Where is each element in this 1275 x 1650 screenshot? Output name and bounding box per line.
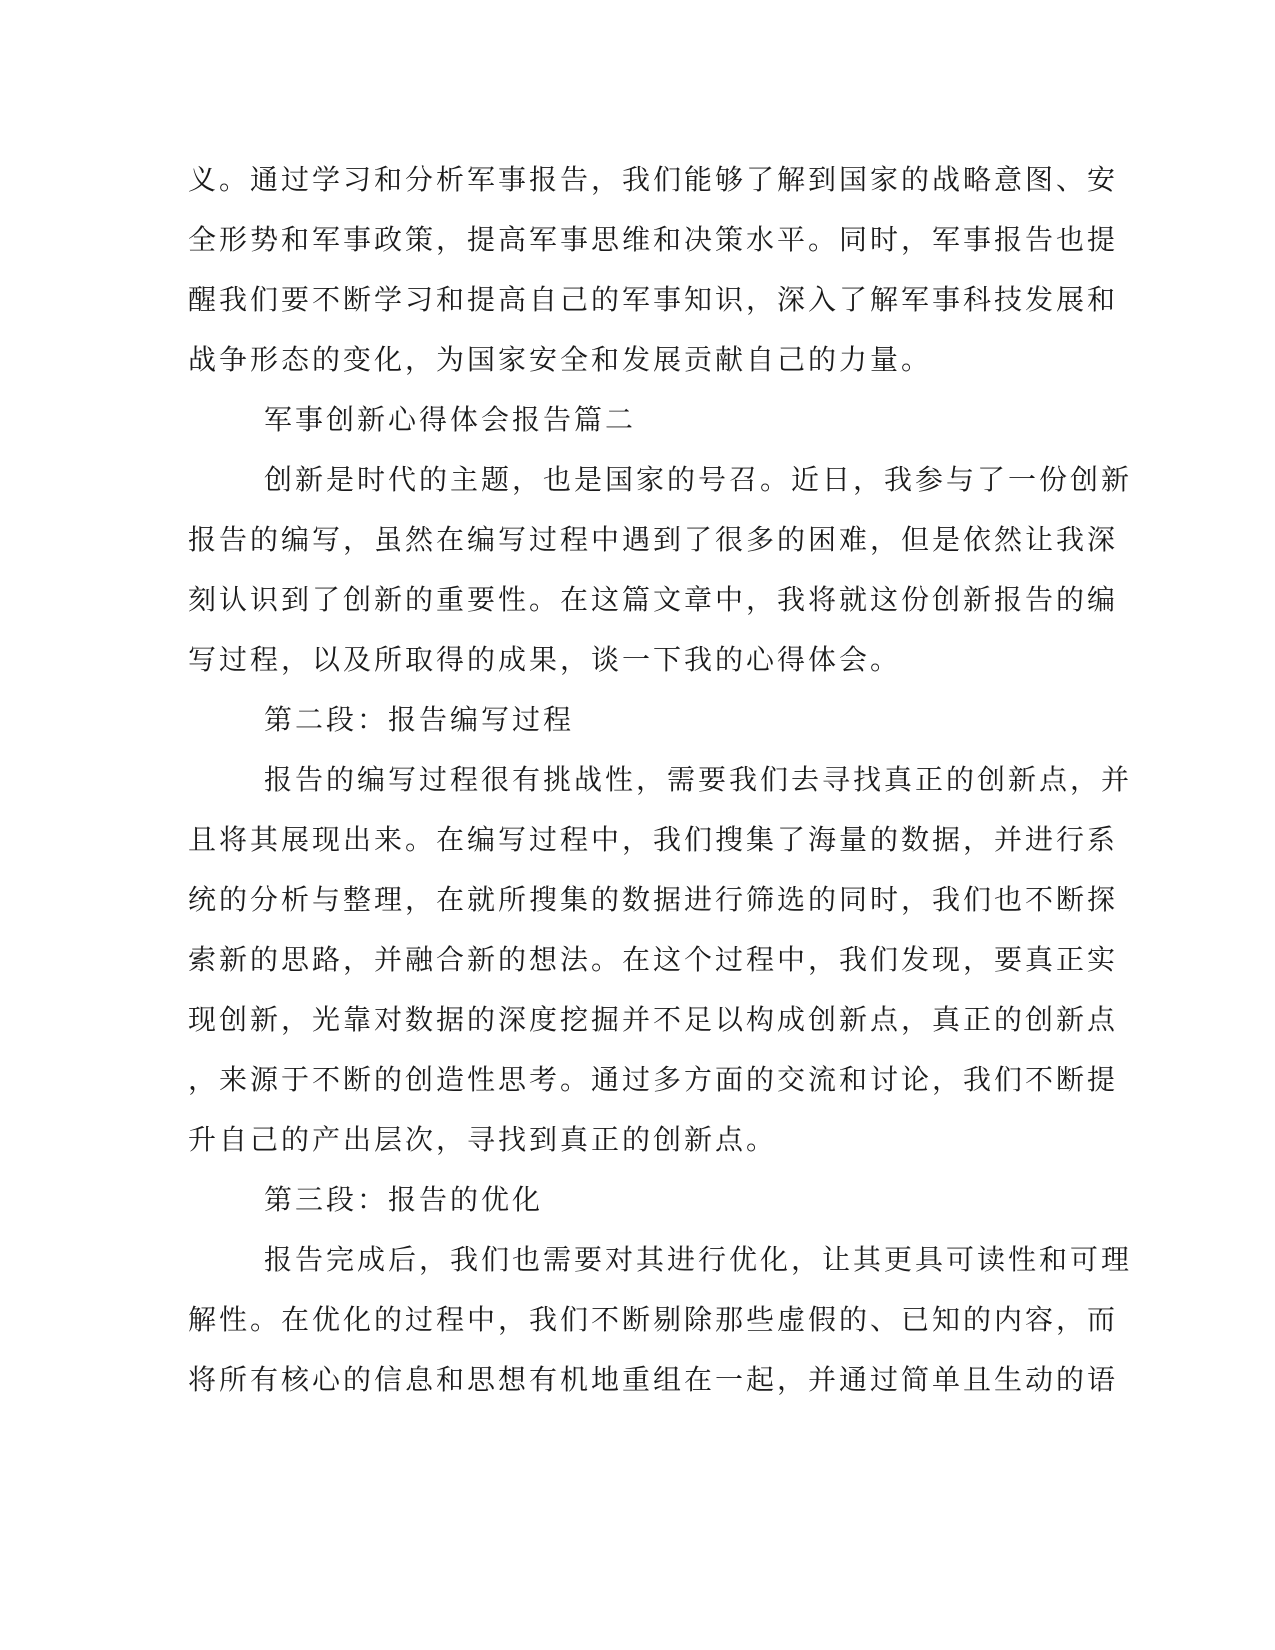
section-heading: 军事创新心得体会报告篇二 [264, 403, 637, 436]
text-line: 战争形态的变化，为国家安全和发展贡献自己的力量。 [188, 343, 933, 376]
text-line: 现创新，光靠对数据的深度挖掘并不足以构成创新点，真正的创新点 [188, 1003, 1119, 1036]
text-line: 写过程，以及所取得的成果，谈一下我的心得体会。 [188, 643, 902, 676]
text-line: 醒我们要不断学习和提高自己的军事知识，深入了解军事科技发展和 [188, 283, 1119, 316]
section-heading: 第三段：报告的优化 [264, 1183, 544, 1216]
paragraph-first-line: 报告完成后，我们也需要对其进行优化，让其更具可读性和可理 [264, 1243, 1133, 1276]
text-line: 升自己的产出层次，寻找到真正的创新点。 [188, 1123, 778, 1156]
text-line: 义。通过学习和分析军事报告，我们能够了解到国家的战略意图、安 [188, 163, 1119, 196]
text-line: 全形势和军事政策，提高军事思维和决策水平。同时，军事报告也提 [188, 223, 1119, 256]
text-line: 索新的思路，并融合新的想法。在这个过程中，我们发现，要真正实 [188, 943, 1119, 976]
text-line: ，来源于不断的创造性思考。通过多方面的交流和讨论，我们不断提 [188, 1063, 1119, 1096]
text-line: 且将其展现出来。在编写过程中，我们搜集了海量的数据，并进行系 [188, 823, 1119, 856]
text-line: 刻认识到了创新的重要性。在这篇文章中，我将就这份创新报告的编 [188, 583, 1119, 616]
text-line: 报告的编写，虽然在编写过程中遇到了很多的困难，但是依然让我深 [188, 523, 1119, 556]
paragraph-first-line: 报告的编写过程很有挑战性，需要我们去寻找真正的创新点，并 [264, 763, 1133, 796]
text-line: 将所有核心的信息和思想有机地重组在一起，并通过简单且生动的语 [188, 1363, 1119, 1396]
section-heading: 第二段：报告编写过程 [264, 703, 575, 736]
text-line: 统的分析与整理，在就所搜集的数据进行筛选的同时，我们也不断探 [188, 883, 1119, 916]
text-line: 解性。在优化的过程中，我们不断剔除那些虚假的、已知的内容，而 [188, 1303, 1119, 1336]
paragraph-first-line: 创新是时代的主题，也是国家的号召。近日，我参与了一份创新 [264, 463, 1133, 496]
document-body [188, 150, 1133, 1410]
